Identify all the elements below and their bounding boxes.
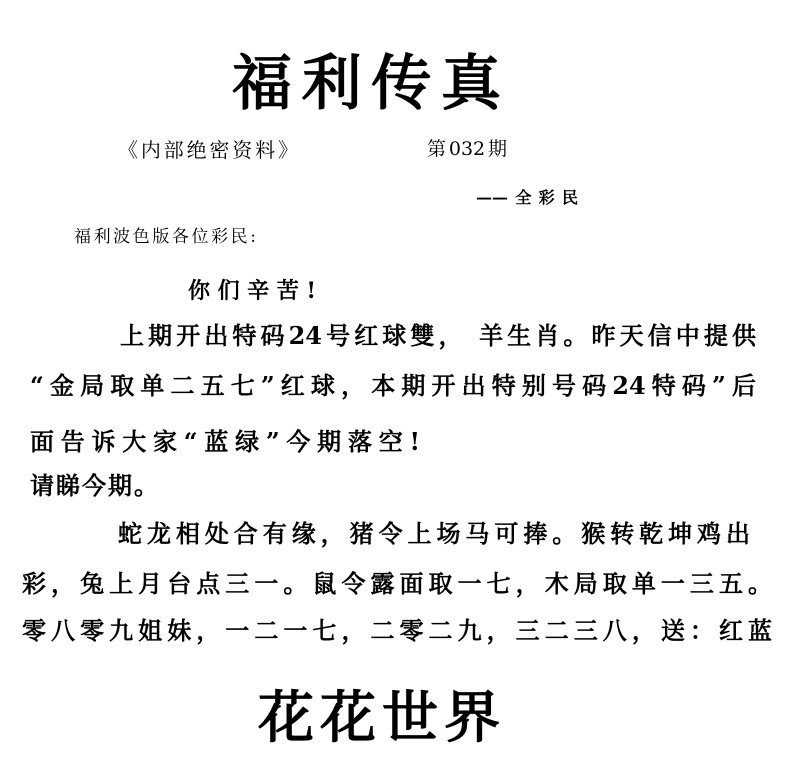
paragraph-line: “金局取单二五七”红球，本期开出特别号码24特码”后: [30, 371, 756, 400]
paragraph-line: 蛇龙相处合有缘，猪令上场马可捧。猴转乾坤鸡出: [118, 519, 750, 548]
issue-number: 第032期: [427, 138, 507, 160]
author: ——全彩民: [476, 188, 578, 207]
paragraph-line: 请睇今期。: [30, 471, 158, 500]
paragraph-line: 彩，兔上月台点三一。鼠令露面取一七，木局取单一三五。: [22, 569, 772, 598]
subtitle: 《内部绝密资料》: [118, 138, 298, 162]
page-title: 福利传真: [232, 49, 507, 119]
footer-title: 花花世界: [258, 685, 506, 751]
paragraph-line: 面告诉大家“蓝绿”今期落空!: [30, 427, 420, 456]
paragraph-line: 零八零九姐妹，一二一七，二零二九，三二三八，送：红蓝: [22, 616, 772, 645]
greeting: 你们辛苦!: [188, 278, 316, 304]
paragraph-line: 上期开出特码24号红球雙， 羊生肖。昨天信中提供: [120, 321, 756, 350]
salutation: 福利波色版各位彩民:: [74, 227, 256, 247]
